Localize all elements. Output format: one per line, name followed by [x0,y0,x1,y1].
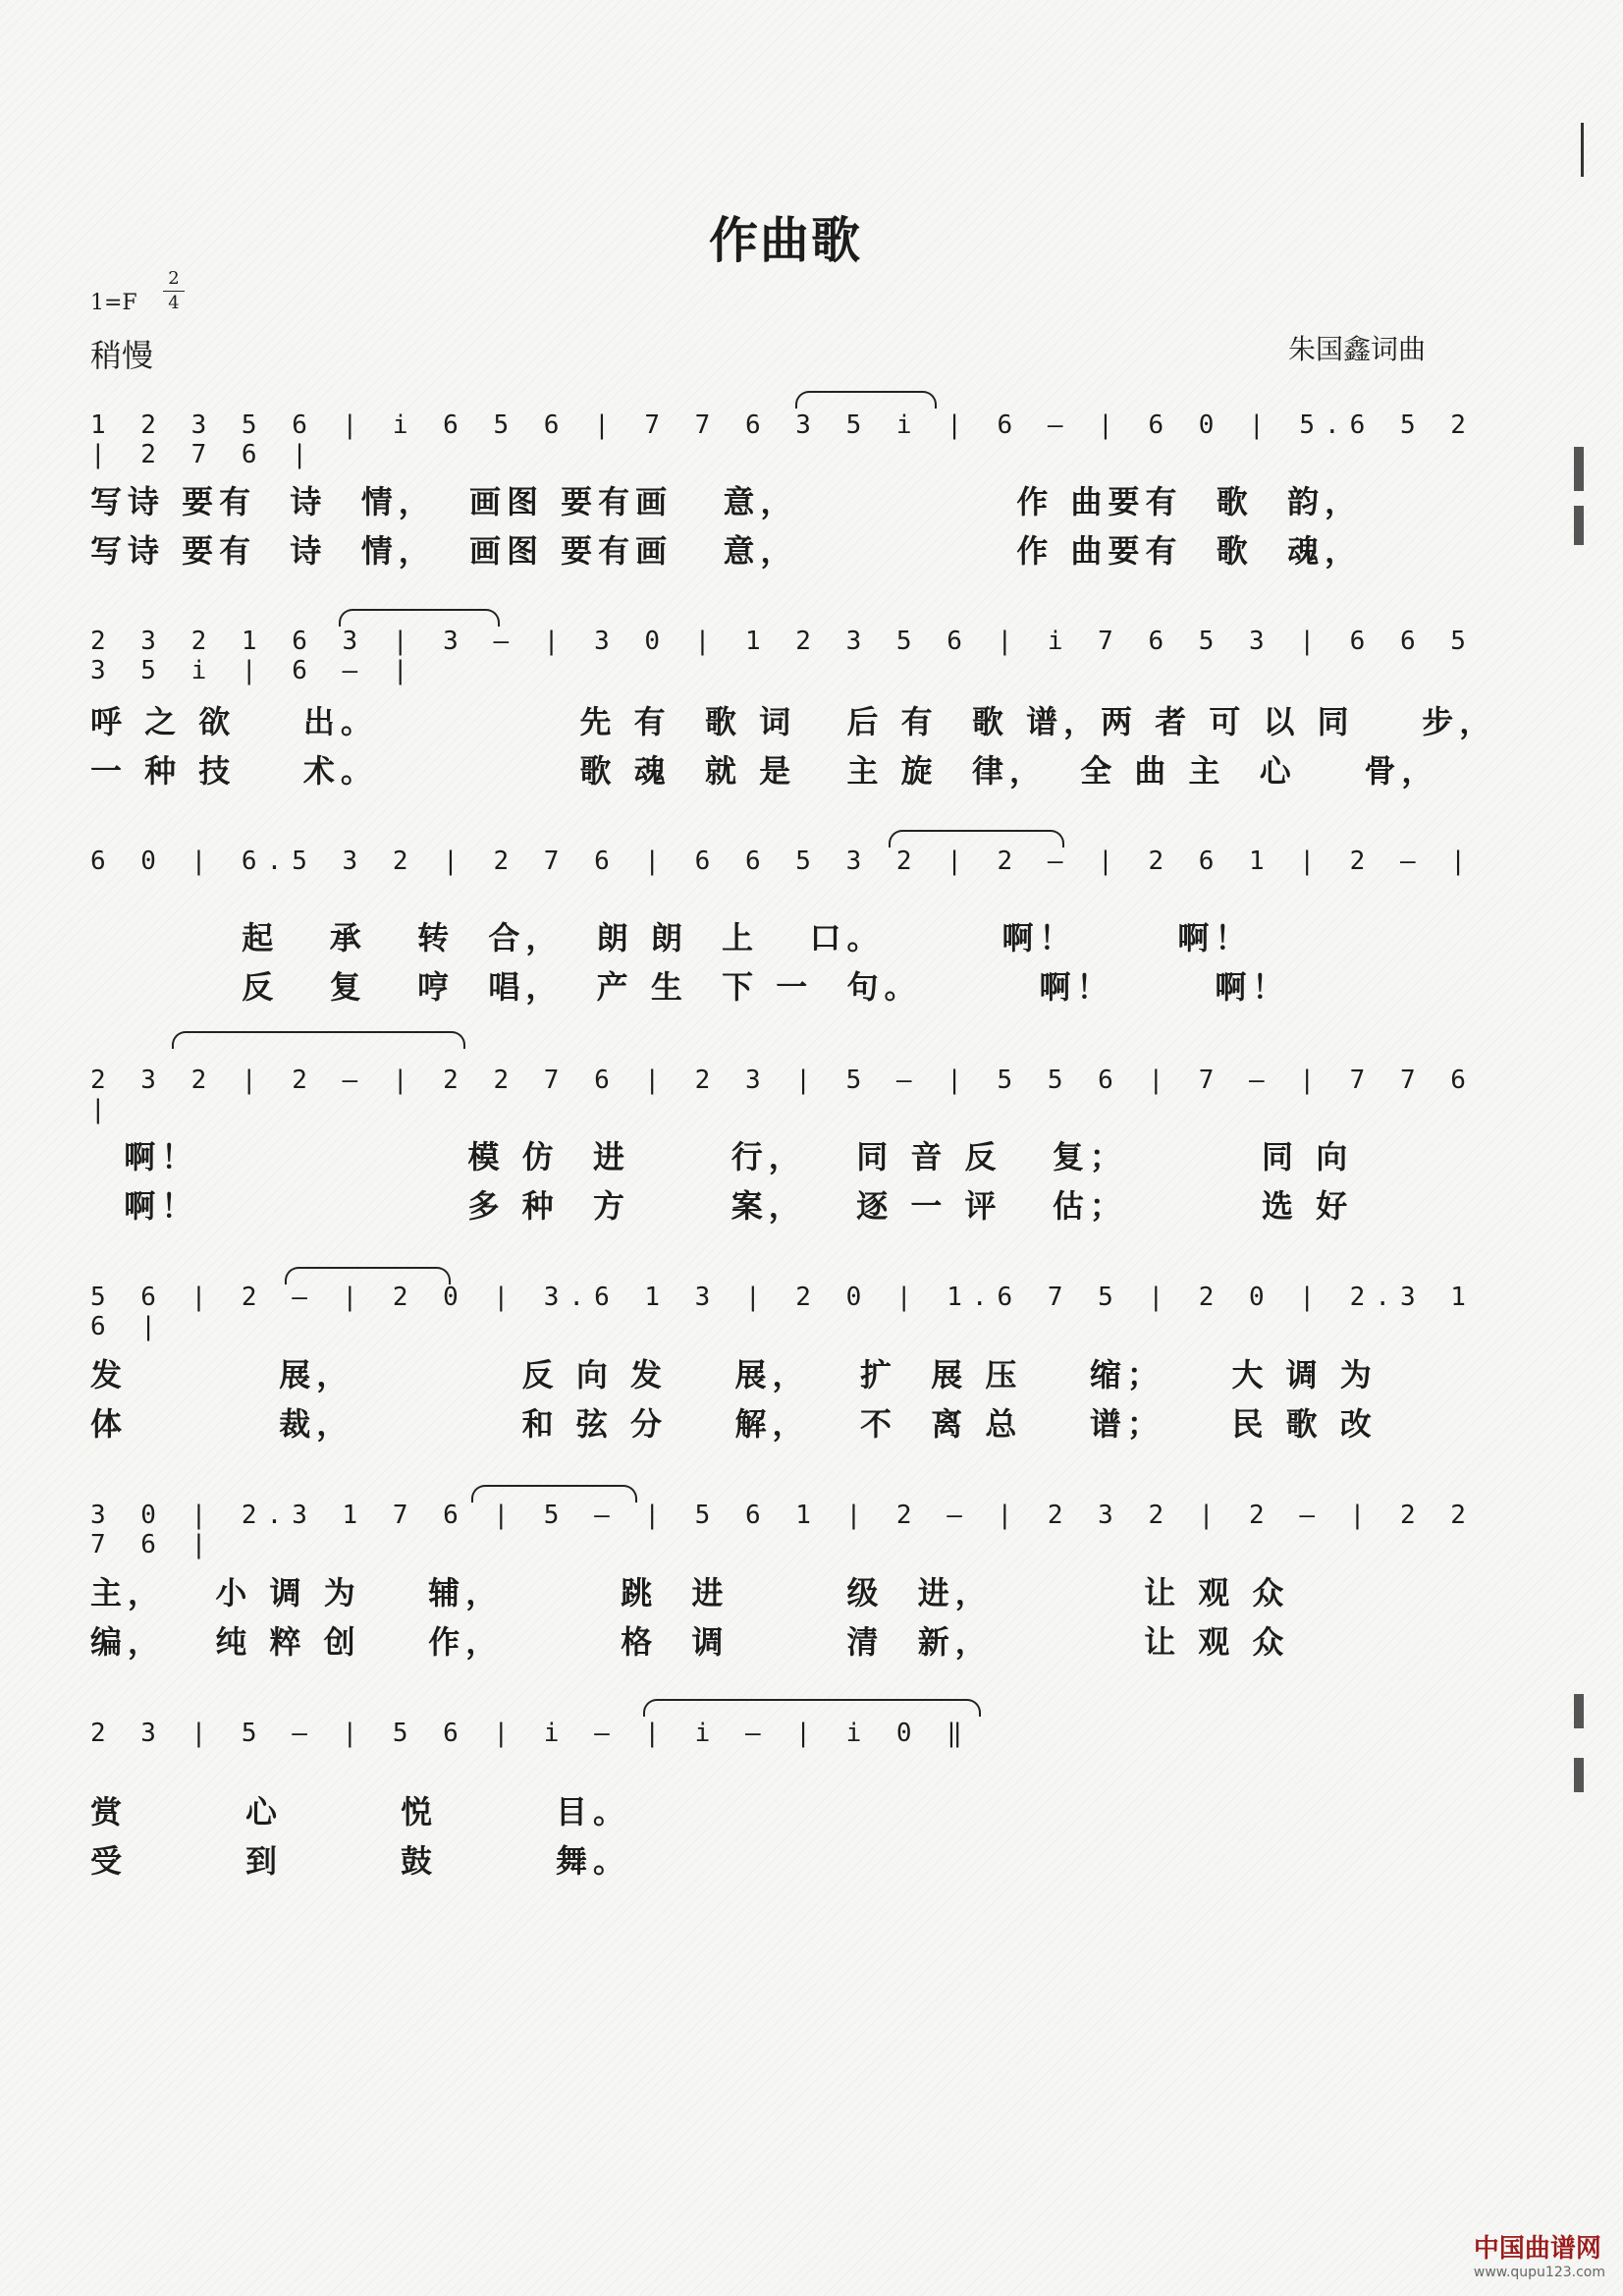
notation-system-3: 6 0 | 6.5 3 2 | 2 7 6 | 6 6 5 3 2 | 2 – | 2 6 1 | 2 – | [90,847,1476,876]
lyrics-system-6-verse-2: 编， 纯 粹 创 作， 格 调 清 新， 让 观 众 [90,1623,1290,1661]
watermark-name: 中国曲谱网 [1473,2234,1601,2264]
margin-mark [1574,1694,1584,1728]
tie-mark [285,1267,451,1285]
lyrics-system-6-verse-1: 主， 小 调 为 辅， 跳 进 级 进， 让 观 众 [90,1574,1290,1612]
song-title: 作曲歌 [709,212,862,269]
lyrics-system-5-verse-1: 发 展， 反 向 发 展， 扩 展 压 缩； 大 调 为 [90,1356,1378,1394]
lyrics-system-4-verse-2: 啊！ 多 种 方 案， 逐 一 评 估； 选 好 [90,1187,1354,1225]
composer-credit: 朱国鑫词曲 [1288,333,1427,365]
margin-mark [1574,1758,1584,1792]
notation-system-4: 2 3 2 | 2 – | 2 2 7 6 | 2 3 | 5 – | 5 5 6 | 7 – | 7 7 6 | [90,1066,1476,1124]
tie-mark [795,391,937,409]
margin-mark [1574,447,1584,491]
lyrics-system-4-verse-1: 啊！ 模 仿 进 行， 同 音 反 复； 同 向 [90,1138,1354,1175]
lyrics-system-5-verse-2: 体 裁， 和 弦 分 解， 不 离 总 谱； 民 歌 改 [90,1405,1378,1443]
lyrics-system-2-verse-2: 一 种 技 术。 歌 魂 就 是 主 旋 律， 全 曲 主 心 骨， [90,752,1439,790]
notation-system-2: 2 3 2 1 6 3 | 3 – | 3 0 | 1 2 3 5 6 | i 7 6 5 3 | 6 6 5 3 5 i | 6 – | [90,627,1476,685]
lyrics-system-2-verse-1: 呼 之 欲 出。 先 有 歌 词 后 有 歌 谱，两 者 可 以 同 步， [90,703,1497,740]
notation-system-5: 5 6 | 2 – | 2 0 | 3.6 1 3 | 2 0 | 1.6 7 5 | 2 0 | 2.3 1 6 | [90,1283,1476,1341]
notation-system-7: 2 3 | 5 – | 5 6 | i – | i – | i 0 ‖ [90,1719,972,1748]
tie-mark [889,830,1064,847]
meter-bottom: 4 [168,293,180,313]
watermark-url: www.qupu123.com [1473,2265,1605,2280]
margin-mark [1581,123,1584,177]
lyrics-system-1-verse-1: 写诗 要有 诗 情， 画图 要有画 意， 作 曲要有 歌 韵， [90,483,1363,520]
meter-top: 2 [168,268,180,289]
tie-mark [471,1485,637,1503]
tie-mark [172,1031,465,1049]
tie-mark [643,1699,981,1717]
lyrics-system-3-verse-1: 起 承 转 合， 朗 朗 上 口。 啊！ 啊！ [90,919,1253,957]
notation-system-6: 3 0 | 2.3 1 7 6 | 5 – | 5 6 1 | 2 – | 2 3 2 | 2 – | 2 2 7 6 | [90,1501,1476,1559]
tie-mark [339,609,500,627]
margin-mark [1574,506,1584,545]
lyrics-system-1-verse-2: 写诗 要有 诗 情， 画图 要有画 意， 作 曲要有 歌 魂， [90,532,1363,570]
site-watermark [1474,2228,1605,2280]
notation-system-1: 1 2 3 5 6 | i 6 5 6 | 7 7 6 3 5 i | 6 – | 6 0 | 5.6 5 2 | 2 7 6 | [90,410,1476,469]
lyrics-system-7-verse-1: 赏 心 悦 目。 [90,1793,630,1831]
lyrics-system-3-verse-2: 反 复 哼 唱， 产 生 下 一 句。 啊！ 啊！ [90,968,1290,1006]
tempo-marking: 稍慢 [90,337,154,374]
key-signature: 1=F [90,291,137,315]
lyrics-system-7-verse-2: 受 到 鼓 舞。 [90,1842,630,1880]
time-signature [163,267,185,315]
